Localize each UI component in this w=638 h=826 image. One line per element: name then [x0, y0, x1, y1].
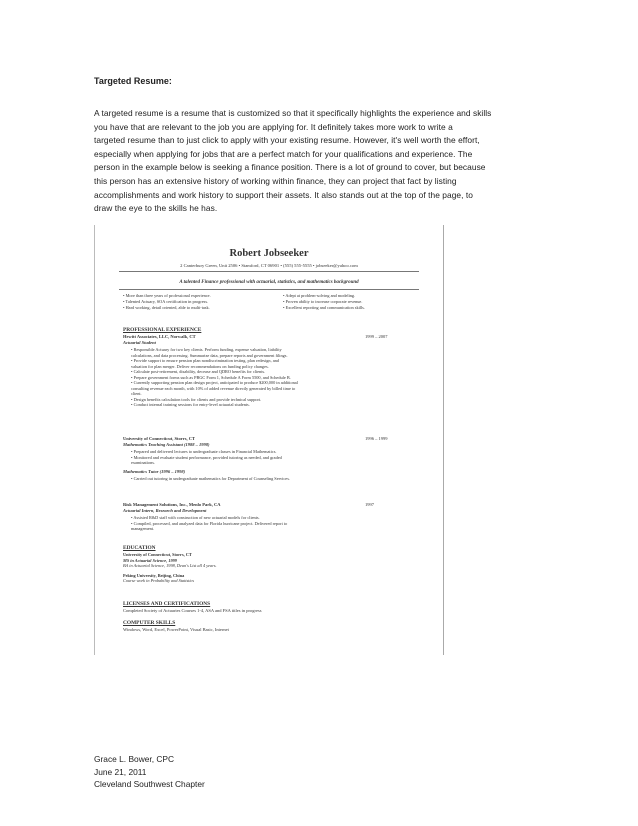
resume-section-experience: PROFESSIONAL EXPERIENCE: [123, 327, 202, 333]
job-bullet: • Prepare government forms such as PBGC Form 1, Schedule A Form 5500, and Schedule B.: [131, 374, 291, 380]
job-company: Hewitt Associates, LLC, Norwalk, CT: [123, 334, 196, 339]
intro-line: draw the eye to the skills he has.: [94, 203, 218, 214]
job-title: Mathematics Tutor (1996 – 1998): [123, 469, 186, 474]
education-line: Peking University, Beijing, China: [123, 572, 185, 578]
job-bullet: • Assisted R&D staff with construction of new actuarial models for clients.: [131, 515, 260, 520]
job-company: University of Connecticut, Storrs, CT: [123, 436, 195, 441]
education-lines: [123, 552, 217, 584]
intro-paragraph: [94, 107, 550, 216]
intro-line: A targeted resume is a resume that is customized so that it specifically highlights the experience and skills: [94, 108, 492, 118]
summary-item: • Proven ability to increase corporate revenue.: [283, 299, 363, 305]
job-bullet: management.: [131, 526, 155, 531]
job-title: Actuarial Intern, Research and Development: [123, 508, 207, 513]
summary-item: • Talented Actuary, SOA certification in progress.: [123, 299, 209, 305]
job-bullet: • Prepared and delivered lectures to undergraduate classes in Financial Mathematics.: [131, 449, 277, 454]
footer-date: June 21, 2011: [94, 766, 147, 777]
job-dates: 1997: [365, 502, 374, 507]
footer-chapter: Cleveland Southwest Chapter: [94, 779, 205, 789]
job-bullet: • Carried out tutoring in undergraduate mathematics for Department of Counseling Services.: [131, 476, 290, 481]
job-bullets: [131, 476, 290, 482]
intro-line: person in the example below is seeking a finance position. There is a lot of ground to cover, but because: [94, 162, 486, 173]
job-bullet: consulting revenue each month, with 10% of added revenue directly generated by billed time to: [131, 385, 296, 391]
summary-item: • Excellent reporting and communication skills.: [283, 305, 365, 311]
resume-rule: [119, 289, 419, 290]
job-bullet: valuation for plan merger. Deliver recommendations on funding policy changes.: [131, 363, 269, 369]
summary-item: • More than three years of professional experience.: [123, 293, 211, 298]
education-line: MS in Actuarial Science, 1999: [123, 557, 177, 563]
job-title: Actuarial Student: [123, 340, 156, 345]
resume-headline: A talented Finance professional with actuarial, statistics, and mathematics background: [179, 280, 359, 285]
intro-line: accomplishments and work history to support their assets. It also stands out at the top of the page, to: [94, 189, 473, 200]
resume-name: Robert Jobseeker: [229, 248, 309, 259]
job-bullet: • Design benefits calculation tools for clients and provide technical support.: [131, 396, 262, 402]
job-bullet: • Calculate post-retirement, disability, decease and QDRO benefits for clients.: [131, 369, 266, 374]
summary-item: • Hard working, detail oriented, able to multi-task.: [123, 305, 210, 311]
resume-contact: 2 Canterbury Green, Unit 2506 • Stamford, CT 06901 • (555) 555-5555 • jobseeker@yahoo.com: [180, 263, 358, 268]
resume-section-skills: COMPUTER SKILLS: [123, 620, 176, 626]
job-bullet: • Conduct internal training sessions for entry-level actuarial students.: [131, 402, 250, 407]
resume-section-education: EDUCATION: [123, 545, 156, 551]
resume-rule: [119, 271, 419, 272]
page-heading: Targeted Resume:: [94, 76, 172, 86]
intro-line: targeted resume than to just click to apply with your existing resume. However, it's well worth the effort,: [94, 135, 480, 146]
intro-line: this person has an extensive history of working within finance, they can project that fact by listing: [94, 175, 457, 186]
summary-item: • Adept at problem-solving and modeling.: [283, 293, 356, 298]
job-company: Risk Management Solutions, Inc., Menlo Park, CA: [123, 502, 221, 507]
education-line: Course work in Probability and Statistics: [123, 578, 195, 583]
job-bullet: • Provide support to ensure pension plan nondiscrimination testing, plan redesign, and: [131, 358, 279, 363]
education-line: University of Connecticut, Storrs, CT: [123, 552, 192, 557]
job-bullet: examinations.: [131, 460, 155, 465]
job-bullet: client.: [131, 391, 142, 396]
job-bullets: [131, 347, 298, 408]
footer: [94, 753, 205, 791]
resume-section-licenses: LICENSES AND CERTIFICATIONS: [123, 601, 211, 607]
job-title: Mathematics Teaching Assistant (1988 – 1998): [123, 442, 210, 447]
licenses-line: Completed Society of Actuaries Courses 1-4, ASA and FSA titles in progress: [123, 608, 262, 613]
job-bullet: • Compiled, processed, and analyzed data for Florida hurricane project. Delivered report to: [131, 520, 288, 526]
job-dates: 1999 – 2007: [365, 334, 388, 339]
job-bullet: • Responsible Actuary for two key clients. Perform funding, expense valuation, liability: [131, 347, 282, 352]
job-bullets: [131, 515, 287, 532]
skills-line: Windows, Word, Excel, PowerPoint, Visual Basic, Internet: [123, 627, 229, 632]
job-bullet: calculations, and data processing. Summarize data, prepare reports and government filings.: [131, 352, 288, 358]
job-dates: 1996 – 1999: [365, 436, 388, 441]
intro-line: especially when applying for jobs that are a perfect match for your qualifications and experience. The: [94, 148, 473, 159]
footer-author: Grace L. Bower, CPC: [94, 754, 175, 764]
intro-line: you have that are relevant to the job you are applying for. It definitely takes more work to write a: [94, 121, 453, 132]
education-line: BA in Actuarial Science, 1998, Dean's List all 4 years.: [123, 563, 217, 568]
job-bullets: [131, 449, 282, 466]
resume-example-image: [94, 225, 444, 655]
job-bullet: • Monitored and evaluate student performance, provided tutoring as needed, and graded: [131, 454, 282, 460]
job-bullet: • Currently supporting pension plan design project, anticipated to produce $200,000 in additional: [131, 380, 298, 385]
